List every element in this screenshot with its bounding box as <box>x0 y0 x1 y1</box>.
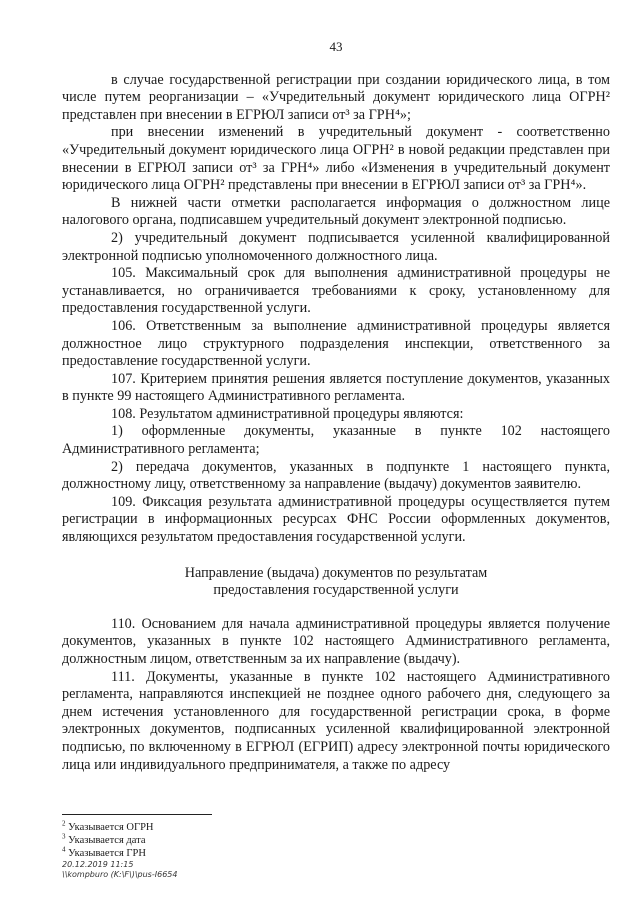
paragraph: 107. Критерием принятия решения является поступление документов, указанных в пункте 99 настоящего Административного регламента. <box>62 370 610 405</box>
body-text <box>62 72 610 547</box>
paragraph: 105. Максимальный срок для выполнения административной процедуры не устанавливается, но ограничивается требованиями к сроку, установленному для предоставления государственной услуги. <box>62 265 610 317</box>
paragraph: 2) учредительный документ подписывается усиленной квалифицированной электронной подписью уполномоченного должностного лица. <box>62 229 610 264</box>
footnote-mark: 3 <box>62 832 66 841</box>
paragraph: 106. Ответственным за выполнение административной процедуры является должностное лицо структурного подразделения инспекции, ответственного за предоставление государственной услуги. <box>62 317 610 370</box>
paragraph: 111. Документы, указанные в пункте 102 настоящего Административного регламента, направляются инспекцией не позднее одного рабочего дня, следующего за днем истечения установленного для государственной регистрации срока, в форме электронных документов, подписанных усиленной квалифицированной электронной подписью, по включенному в ЕГРЮЛ (ЕГРИП) адресу электронной почты юридического лица или индивидуального предпринимателя, а также по адресу <box>62 668 610 773</box>
paragraph: 110. Основанием для начала административной процедуры является получение документов, указанных в пункте 102 настоящего Административного регламента, должностным лицом, ответственным за их направление (выдачу). <box>62 615 610 667</box>
footnote <box>62 834 610 847</box>
paragraph: 108. Результатом административной процедуры являются: <box>111 405 464 422</box>
section-heading-line: предоставления государственной услуги <box>213 582 459 599</box>
paragraph: при внесении изменений в учредительный документ - соответственно «Учредительный документ юридического лица ОГРН² в новой редакции представлен при внесении в ЕГРЮЛ записи от³ за ГРН⁴» либо «Изменения в учредительный документ юридического лица ОГРН² представлены при внесении в ЕГРЮЛ записи от³ за ГРН⁴». <box>62 124 610 194</box>
print-stamp <box>62 860 610 880</box>
footnotes <box>62 821 610 860</box>
section-heading-line: Направление (выдача) документов по результатам <box>184 564 488 581</box>
footnote-text: Указывается ОГРН <box>68 822 154 834</box>
body-text-continued <box>62 616 610 774</box>
page-number: 43 <box>329 39 343 54</box>
footnote-divider <box>62 814 212 815</box>
footnote-mark: 2 <box>62 819 66 828</box>
footnote-mark: 4 <box>62 845 66 854</box>
footnote-text: Указывается дата <box>68 835 146 847</box>
print-stamp-path: \\kompburo (K:\F\)\pus-I6654 <box>62 870 178 880</box>
paragraph: 109. Фиксация результата административной процедуры осуществляется путем регистрации в информационных ресурсах ФНС России оформленных документов, являющихся результатом предоставления государственной услуги. <box>62 493 610 546</box>
paragraph: в случае государственной регистрации при создании юридического лица, в том числе путем реорганизации – «Учредительный документ юридического лица ОГРН² представлен при внесении в ЕГРЮЛ записи от³ за ГРН⁴»; <box>62 71 610 123</box>
paragraph: 2) передача документов, указанных в подпункте 1 настоящего пункта, должностному лицу, ответственному за направление (выдачу) документов заявителю. <box>62 458 610 493</box>
paragraph: В нижней части отметки располагается информация о должностном лице налогового органа, подписавшем учредительный документ электронной подписью. <box>62 194 610 229</box>
footnote <box>62 847 610 860</box>
footnote-text: Указывается ГРН <box>68 848 146 860</box>
section-heading <box>62 565 610 600</box>
print-stamp-date: 20.12.2019 11:15 <box>62 860 134 870</box>
footnote <box>62 821 610 834</box>
paragraph: 1) оформленные документы, указанные в пункте 102 настоящего Административного регламента; <box>62 423 610 458</box>
